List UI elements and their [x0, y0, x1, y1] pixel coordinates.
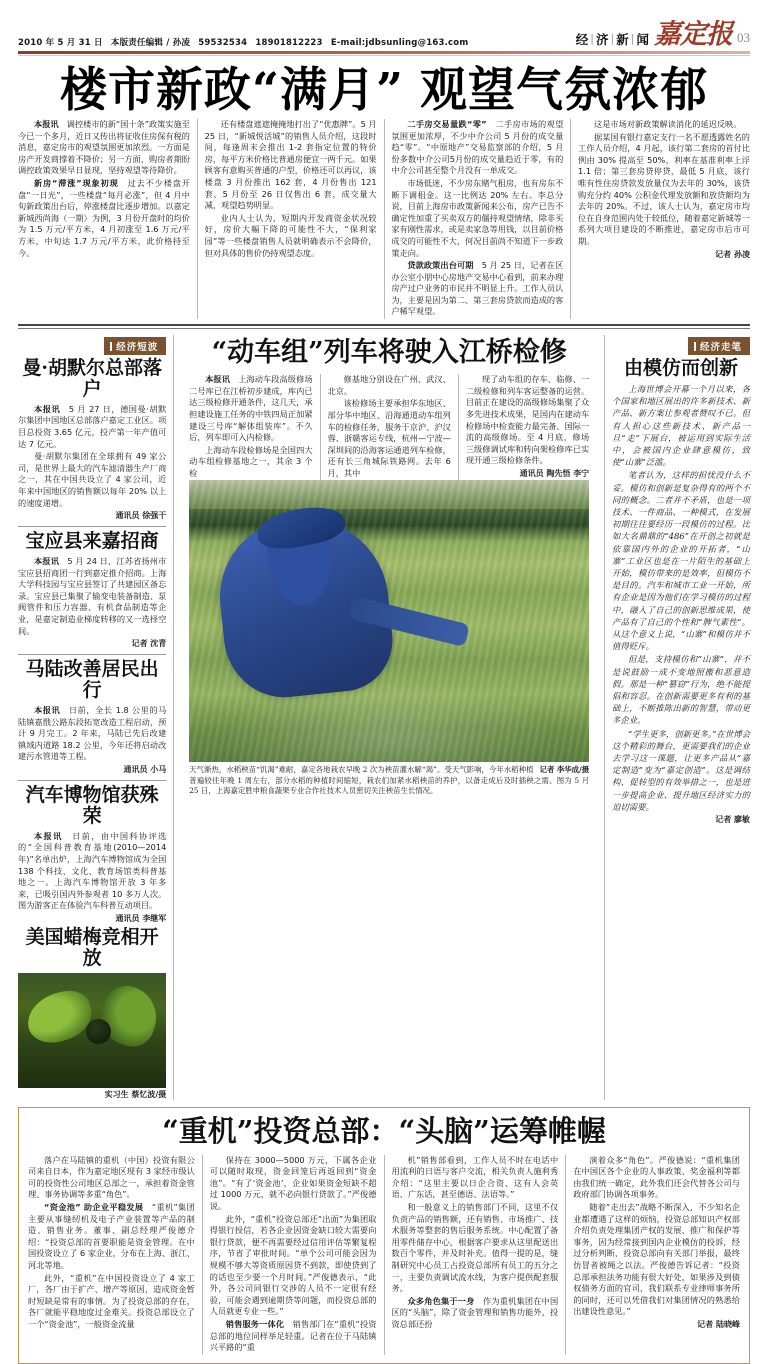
paragraph: 新房“滞涨”现象初现 过去不少楼盘开盘“一日光”，一些楼盘“每月必涨”，但 4 月中旬新政策出台后，停涨楼盘比逐步增加。以嘉定新城西尚海（一期）为例，3 月份开盘时的均价为 1.5 万元/平方米，4 月初涨至 1.6 万元/平方米，中旬达 1.7 万元/平方米，此价格持至今。 — [18, 177, 190, 258]
column-divider — [197, 119, 198, 319]
paragraph: 本报讯 5 月 27 日，德国曼·胡默尔集团中国地区总部落户嘉定工业区。项目总投资 3.65 亿元，投产第一年产值可达 7 亿元。 — [18, 403, 167, 449]
paragraph: 该检修场主要承担华东地区、部分华中地区、沿海通道动车组列车的检修任务，服务于京沪、沪汉蓉、浙赣客运专线，杭州—宁波—深圳间的沿海客运通道列车检修，还有长三角城际铁路网。去年 6 月，其中 — [327, 398, 451, 478]
paragraph: 随着“走出去”战略不断深入，不少知名企业都遭遇了这样的烦恼，投资总部知识产权部介绍负责处理集团产权的发展、推广和保护等事务，因为经常接到国内企业模仿的投诉，经过分析判断，投资总部向有关部门举报，最终仿冒者被绳之以法。严俊德告诉记者：“投资总部承担法务功能有很大好处，如果涉及到债权债务方面的官司，我们联系专业律师事务所的同时，还可以凭借我们对集团情况的熟悉给出建设性意见。” — [573, 1201, 740, 1317]
paragraph: 二手房交易量跌“零” 二手房市场的观望氛围更加浓厚，不少中介公司 5 月份的成交量趋“零”。“中原地产”交易监察部的介绍，5 月份多数中介公司5月份的成交量趋近于零，有的中介公司甚至整个月没有一单成交。 — [391, 118, 564, 176]
band-divider-left — [173, 335, 174, 1100]
paragraph: 机”销售部看到，工作人员不时在电话中用流利的日语与客户交流，相关负责人施利秀介绍：“这里主要以日企合资、这有人会英语、广东话，甚至德语、法语等。” — [391, 1154, 559, 1200]
feature-headline: “重机”投资总部：“头脑”运筹帷幄 — [162, 1113, 606, 1148]
feature-col-2 — [210, 1155, 377, 1355]
section-separator — [18, 324, 750, 329]
paragraph: 这是市场对新政策解读消化的延迟反映。 — [594, 118, 742, 129]
page-number: 03 — [737, 29, 750, 45]
short-wave-badge-wrap — [18, 335, 166, 355]
left-sidebar — [18, 335, 166, 1100]
column-divider — [384, 119, 385, 319]
masthead-rule-thin — [18, 55, 750, 56]
paragraph: 和一般意义上的销售部门不同，这里不仅负责产品的销售额，还有销售、市场推广、技术服务等整套的售后服务系统。中心配置了备用零件储存中心，根据客户要求从这里配送出数百个零件，并及时补充。值得一提的是，缝制研究中心员工占投资总部所有员工的五分之一，主要负责调试流水线，为客户提供配套服务。 — [391, 1201, 559, 1294]
paragraph: 修基地分别设在广州、武汉、北京。 — [327, 374, 451, 396]
paragraph: 还有楼盘遮遮掩掩地打出了“优惠牌”。5 月 25 日，“新城悦活城”的销售人员介绍，这段时间，每逢周末会推出 1-2 套指定位置的特价房，每平方米价格比普通房便宜一两千元。如果顾客有意购买普通的户型，价格还可以再议，该楼盘 3 月份推出 162 套，4 月份售出 121 套，5 月份至 26 日仅售出 6 套，成交量大减，观望趋势明显。 — [204, 118, 377, 211]
paragraph: 市场低迷，不少房东赌气租房，也有房东不断下调租金。这一比例达 20% 左右。李总分说，目前上海房市政策新闻来公布，房产已告不确定性加重了买卖双方的僵持观望情绪，除非买家有刚性需求，或是卖家急等用钱，以目前价格成交的可能性不大，何况目前尚不知道下一步政策走向。 — [391, 177, 564, 258]
lead-col-4 — [578, 119, 750, 319]
masthead-rule — [18, 51, 750, 54]
left-article-3 — [18, 785, 166, 924]
column-divider — [565, 1155, 566, 1355]
category-char-0: 经 — [575, 31, 589, 47]
left-headline-2: 马陆改善居民出行 — [25, 658, 159, 702]
left-headline-1: 宝应县来嘉招商 — [25, 530, 159, 553]
caption-byline: 记者 李华成/摄 — [539, 765, 590, 775]
category-char-1: 济 — [596, 31, 609, 47]
center-headline: “动车组”列车将驶入江桥检修 — [211, 337, 567, 369]
lead-headline-part2: 观望气氛浓郁 — [420, 62, 709, 118]
feature-col-1 — [28, 1155, 195, 1355]
rice-field-photo — [189, 480, 589, 762]
paragraph: 众多角色集于一身 作为重机集团在中国区的“头脑”，除了资金管理和销售功能外，投资总部还扮 — [391, 1295, 559, 1329]
lead-article-body — [18, 119, 750, 319]
paragraph: 销售服务一体化 销售部门在“重机”投资总部的地位同样举足轻重。记者在位于马陆镇兴平路的“重 — [209, 1318, 377, 1353]
middle-band — [18, 335, 750, 1100]
caption-text: 天气渐热，水稻秧苗“饥渴”难耐，嘉定各地栽农早晚 2 次为秧苗灌水解“渴”。受天气影响，今年水稻种植普遍较往年晚 1 周左右，部分水稻的种植时间缩短，栽农们加紧水稻秧苗的养护，以备走成后及时插秧之需。图为 5 月 25 日，上海嘉定胜申粮食蔬果专业合作社技术人员密切关注秧苗生长情况。 — [189, 765, 590, 796]
left-byline-1: 记者 沈青 — [131, 639, 167, 649]
paragraph: 演着众多“角色”。严俊德说：“重机集团在中国区各个企业的人事政策、奖金福利等都由我们统一确定，此外我们还会代替各公司与政府部门协调各项事务。 — [573, 1154, 740, 1200]
commentary-badge-wrap — [612, 335, 750, 355]
publication-date: 2010 年 5 月 31 日 — [18, 37, 103, 48]
column-divider — [384, 1155, 385, 1355]
paragraph: 业内人士认为，短期内开发商资金状况较好，房价大幅下降的可能性不大，“保利家园”等一些楼盘销售人员就明确表示不会降价，但对具体的售价仍持观望态度。 — [204, 212, 377, 258]
paper-logo: 嘉定报 — [654, 19, 732, 50]
left-byline-3: 通讯员 李继军 — [115, 913, 167, 923]
photo-caption — [189, 765, 589, 797]
left-headline-3: 汽车博物馆获殊荣 — [25, 784, 159, 827]
feature-byline: 记者 陆晓峰 — [697, 1319, 740, 1329]
column-divider — [458, 374, 459, 480]
flower-photo — [18, 973, 166, 1088]
phone-primary: 59532534 — [198, 37, 248, 48]
right-article-body — [612, 383, 750, 813]
paragraph: 本报讯 5 月 24 日，江苏省扬州市宝应县招商团一行到嘉定推介招商。上海大学科技园与宝应县签订了共建园区备忘录。宝应县已集聚了输变电装备制造、泵阀管件和压力容器、有机食品制造等企业，是嘉定制造业梯度转移的又一选择空间。 — [18, 556, 167, 636]
lead-col-3 — [391, 119, 563, 319]
column-divider — [320, 374, 321, 480]
masthead-info — [18, 36, 473, 48]
lead-col-1 — [18, 119, 190, 319]
paragraph: 本报讯 上海动车段高级修场二号库已在江桥初步建成，库内已达三级检修开通条件，这几天，承担建设施工任务的中铁四局正加紧建设三号库“解体组装库”。不久后，列车即可入内检修。 — [189, 374, 313, 443]
badge-label: 经济走笔 — [699, 342, 742, 354]
section-category: 经 | 济 | 新 | 闻 — [575, 31, 649, 47]
left-article-0 — [18, 358, 166, 521]
paragraph: 笔者认为，这样的担忧没什么不妥。模仿和创新是复杂得有的两个不同的概念。二者并不矛盾，也是一项技术、一件商品、一种模式，在发展初期往往要经历一段模仿的过程。比如大名鼎鼎的“486”在开创之初就是依靠国内外的企业的开拓者，“山寨”工业区也是在一片陌生的基础上开始，模仿带来的是效率，但模仿不是目的。汽车和城市工业一开始，所有企业是因为他们在学习模仿的过程中，融入了自己的创新思维成果，使产品有了自己的个性和“脾气素性”。从这个意义上说，“山寨”和模仿并不值得贬斥。 — [612, 470, 750, 652]
column-divider — [570, 119, 571, 319]
paragraph: 落户在马陆镇的重机（中国）投资有限公司来自日本，作为嘉定地区现有 3 家经市级认可的投资性公司地区总部之一，承担着资金管理、事务协调等多重“角色”。 — [28, 1154, 195, 1200]
center-col-3 — [466, 374, 589, 480]
paragraph: 上海世博会开幕一个月以来，各个国家和地区展出的许多新技术、新产品、新方案让参观者赞叹不已。但有人担心这些新技术、新产品一旦“走”下展台，被运用到实际生活中，会被国内企业肆意模仿，致使“山寨”泛滥。 — [612, 383, 750, 468]
editor-label: 本版责任编辑 / 孙凌 — [110, 37, 191, 48]
badge-label: 经济短波 — [116, 342, 159, 354]
right-headline: 由模仿而创新 — [624, 357, 739, 380]
paragraph: 本报讯 日前，由中国科协评选的“全国科普教育基地(2010—2014 年)”名单出炉，上海汽车博物馆成为全国 138 个科技、文化、教育场馆类科普基地之一。上海汽车博物馆开放 3 年多来，已吸引国内外参观者 10 多万人次。图为游客正在体验汽车科普互动项目。 — [18, 830, 167, 911]
feature-col-3 — [391, 1155, 558, 1355]
paragraph: 本报讯 调控楼市的新“国十条”政策实施至今已一个多月，近日又传出将征收住房保有税的消息，嘉定房市的观望氛围更加浓烈。一方面是房产开发商撑着不降价；另一方面，购房者期盼调控政策效果早日显现，坚持观望等待降价。 — [18, 118, 190, 176]
article-divider — [18, 780, 166, 781]
article-divider — [18, 654, 166, 655]
paragraph: 此外，“重机”在中国投资设立了 4 家工厂，各厂由于扩产、增产等原因，造成资金暂时短缺是常有的事情。为了投资总部的存在，各厂就能平稳地度过金难关。投资总部设立了一个“资金池”，一般资金流量 — [28, 1272, 195, 1329]
paragraph: “资金池” 助企业平稳发展 “重机”集团主要从事缝纫机及电子产业装置等产品的制造、销售业务。董事、副总经理严俊德介绍：“投资总部的首要职能是资金管理。在中国投资设立了 6 家企业，分布在上海、浙江、河北等地。 — [28, 1201, 195, 1270]
center-body — [189, 374, 589, 480]
category-char-3: 闻 — [636, 31, 649, 47]
left-byline-0: 通讯员 徐强干 — [115, 511, 167, 521]
column-divider — [202, 1155, 203, 1355]
left-article-1 — [18, 531, 166, 649]
right-sidebar — [612, 335, 750, 1100]
paragraph: 但是，支持模仿和“山寨”，并不是说鼓励一成不变地照搬和恶意造假。那是一种“篡窃”行为，绝不能提倡和容忍。在创新需要更多有利的基础上，不断推陈出新的智慧，带动更多企业。 — [612, 654, 750, 726]
lead-article-byline: 记者 孙凌 — [715, 249, 750, 259]
band-divider-right — [604, 335, 605, 1100]
right-byline: 记者 廖敏 — [715, 815, 750, 825]
center-byline: 通讯员 陶先悟 李宁 — [519, 468, 590, 478]
left-headline-4: 美国蜡梅竞相开放 — [25, 925, 159, 969]
paragraph: 上海动车段检修场是全国四大动车组检修基地之一，其余 3 个检 — [189, 444, 313, 478]
lead-headline — [18, 62, 750, 118]
feature-body — [28, 1155, 740, 1355]
section-badge-short-wave[interactable] — [104, 337, 166, 355]
paragraph: 据某国有银行嘉定支行一名不愿透露姓名的工作人员介绍，4 月起，该行第二套房的首付比例由 30% 提高至 50%，利率在基准利率上浮 1.1 倍；第三套房贷停贷，最低 5 月底，该行唯有性住房贷款发放量仅为去年的 30%，该贷购充分约 40% 公积金代理发放额和放贷额均为去年的 20%。不过，该人士认为，嘉定房市均位在自身范围内处于较低位，随着嘉定新城等一系列大项目建设的不断推进，嘉定房市后市可期。 — [578, 131, 750, 246]
paragraph: 现了动车组的存车、临修、一二级检修和列车客运整备的运营。目前正在建设的高级修场集聚了众多先进技术成果，是国内在建动车检修场中检查能力最完备、国际一流的高级修场。至 4 月底，修场三级修调试库和转向架检修库已实现开通三级检修条件。 — [465, 374, 590, 466]
masthead-brand — [575, 19, 750, 50]
paragraph: 本报讯 日前，全长 1.8 公里的马陆镇嘉戬公路东段拓宽改造工程启动，预计 9 月完工。2 年来，马陆已先后改建镇域内道路 18.2 公里，今年还将启动改建污水管道等工程。 — [18, 705, 167, 762]
center-col-1 — [189, 374, 312, 480]
paragraph: 保持在 3000—5000 万元，下属各企业可以随时取现，资金回笼后再返回到“资金池”。“有了‘资金池’，企业如果资金短缺不超过 1000 万元，就不必向银行贷款了。”严俊德说。 — [209, 1154, 377, 1211]
feature-col-4 — [573, 1155, 740, 1355]
article-divider — [18, 526, 166, 527]
paragraph: 贷款政策出台可期 5 月 25 日，记者在区办公室小朋中心房地产交易中心看到，前来办理房产过户业务的市民并不明显上升。工作人员认为，主要是因为第二、第三套房贷款而造成的客户稀罕观望。 — [391, 260, 564, 317]
left-byline-4: 实习生 蔡忆波/摄 — [104, 1089, 167, 1099]
masthead — [18, 0, 750, 48]
left-byline-2: 通讯员 小马 — [123, 765, 167, 774]
email-address: E-mail:jdbsunling@163.com — [330, 37, 469, 48]
left-article-2 — [18, 659, 166, 775]
paragraph: 此外，“重机”投资总部还“出面”为集团取得银行授信，若各企业因资金缺口较大需要向银行贷款，便不再需要经过信用评估等繁复程序，节省了审批时间。“单个公司可能会因为规模不够大等资质原因贷不到款，即使贷到了的话也至少要一个月时间。”严俊德表示，“此外，各公司同银行交涉的人员不一定很有经验，可能会遇到逾期贷等问题，而投资总部的人员就更专业一些。” — [209, 1213, 377, 1317]
lead-headline-part1: 楼市新政“满月” — [59, 62, 405, 118]
paragraph: “学生更多，创新更多。”在世博会这个精彩的舞台，更需要我们的企业去学习这一课题，让更多产品从“嘉定制造”变为“嘉定创造”。这是调结构、促转型的有效举措之一，也是进一步提高企业、提升地区经济实力的迫切需要。 — [612, 728, 750, 812]
section-badge-commentary[interactable] — [688, 337, 750, 355]
lead-col-2 — [205, 119, 377, 319]
left-article-4 — [18, 927, 166, 1100]
center-col-2 — [328, 374, 451, 480]
category-char-2: 新 — [616, 31, 629, 47]
phone-secondary: 18901812223 — [255, 37, 323, 48]
center-article — [189, 335, 589, 1100]
feature-article — [18, 1107, 750, 1364]
paragraph: 曼·胡默尔集团在全球拥有 49 家公司，是世界上最大的汽车滤清器生产厂商之一，其在中国共设立了 4 家公司，近年来中国地区的销售额以每年 20% 以上的速度递增。 — [18, 451, 167, 508]
left-headline-0: 曼·胡默尔总部落户 — [22, 357, 162, 400]
